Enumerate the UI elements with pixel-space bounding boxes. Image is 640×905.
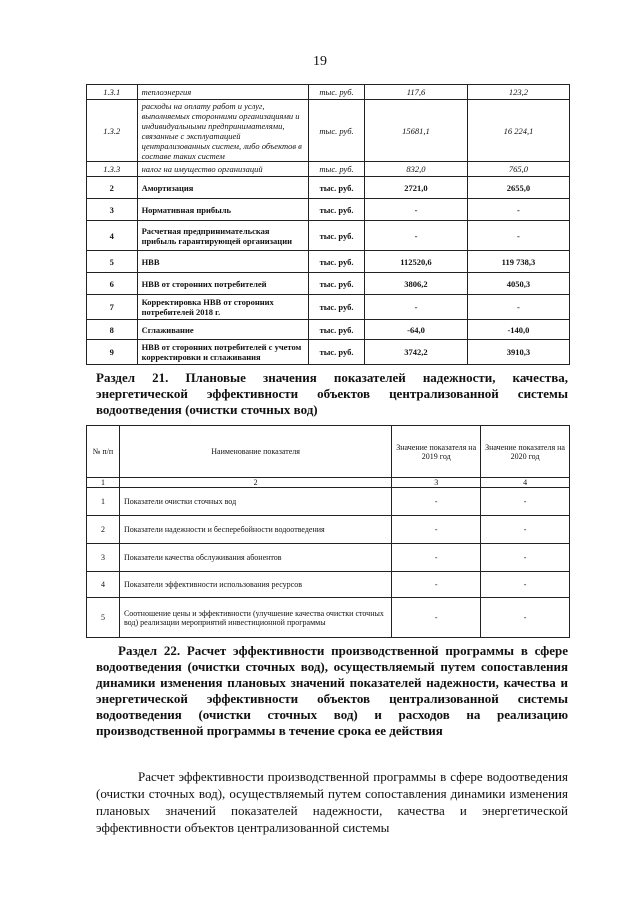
value-2020: - — [481, 598, 570, 638]
header-name: Наименование показателя — [119, 426, 391, 478]
row-unit: тыс. руб. — [309, 100, 365, 162]
row-number: 4 — [87, 221, 138, 251]
table-row — [87, 199, 570, 221]
row-name: теплоэнергия — [137, 85, 308, 100]
value-2019: -64,0 — [365, 320, 468, 340]
table-row — [87, 251, 570, 273]
table-header-row — [87, 426, 570, 478]
table-index-row — [87, 478, 570, 488]
row-name: Показатели надежности и бесперебойности водоотведения — [119, 516, 391, 544]
row-name: Показатели эффективности использования ресурсов — [119, 572, 391, 598]
table-row — [87, 273, 570, 295]
value-2019: - — [365, 295, 468, 320]
value-2020: - — [467, 221, 569, 251]
section-21-title: Раздел 21. Плановые значения показателей надежности, качества, энергетической эффективности объектов централизованной системы водоотведения (очистки сточных вод) — [96, 370, 568, 417]
row-name: Показатели качества обслуживания абонентов — [119, 544, 391, 572]
value-2020: - — [467, 295, 569, 320]
row-number: 3 — [87, 544, 120, 572]
value-2020: 3910,3 — [467, 340, 569, 365]
table-row — [87, 488, 570, 516]
value-2019: 117,6 — [365, 85, 468, 100]
value-2019: 832,0 — [365, 162, 468, 177]
header-num: № п/п — [87, 426, 120, 478]
row-name: расходы на оплату работ и услуг, выполняемых сторонними организациями и индивидуальными предпринимателями, связанные с эксплуатацией централизованных систем, либо объектов в составе таких систем — [137, 100, 308, 162]
value-2020: - — [481, 544, 570, 572]
row-number: 1.3.3 — [87, 162, 138, 177]
indicators-table — [86, 425, 570, 638]
row-number: 1.3.1 — [87, 85, 138, 100]
body-paragraph: Расчет эффективности производственной программы в сфере водоотведения (очистки сточных вод), осуществляемый путем сопоставления динамики изменения плановых значений показателей надежности, качества и энергетической эффективности объектов централизованной системы — [96, 769, 568, 835]
value-2019: - — [392, 544, 481, 572]
header-2019: Значение показателя на 2019 год — [392, 426, 481, 478]
value-2019: 112520,6 — [365, 251, 468, 273]
row-name: налог на имущество организаций — [137, 162, 308, 177]
section-22-title: Раздел 22. Расчет эффективности производственной программы в сфере водоотведения (очистки сточных вод), осуществляемый путем сопоставления динамики изменения плановых значений показателей надежности, качества и энергетической эффективности объектов централизованной системы водоотведения (очистки сточных вод) и расходов на реализацию производственной программы в течение срока ее действия — [96, 643, 568, 738]
row-name: НВВ от сторонних потребителей — [137, 273, 308, 295]
row-name: Нормативная прибыль — [137, 199, 308, 221]
page-number: 19 — [313, 54, 327, 69]
value-2019: - — [365, 221, 468, 251]
table-row — [87, 340, 570, 365]
row-number: 8 — [87, 320, 138, 340]
row-name: Показатели очистки сточных вод — [119, 488, 391, 516]
row-unit: тыс. руб. — [309, 273, 365, 295]
value-2019: 3742,2 — [365, 340, 468, 365]
row-number: 1 — [87, 488, 120, 516]
row-number: 2 — [87, 516, 120, 544]
index-cell: 2 — [119, 478, 391, 488]
value-2020: - — [481, 572, 570, 598]
value-2020: 123,2 — [467, 85, 569, 100]
row-number: 5 — [87, 251, 138, 273]
value-2020: 4050,3 — [467, 273, 569, 295]
table-row — [87, 572, 570, 598]
value-2020: 16 224,1 — [467, 100, 569, 162]
row-name: НВВ от сторонних потребителей с учетом корректировки и сглаживания — [137, 340, 308, 365]
value-2020: 765,0 — [467, 162, 569, 177]
row-name: Сглаживание — [137, 320, 308, 340]
value-2019: 15681,1 — [365, 100, 468, 162]
value-2020: - — [481, 516, 570, 544]
value-2020: - — [481, 488, 570, 516]
value-2019: - — [365, 199, 468, 221]
table-row — [87, 177, 570, 199]
row-number: 9 — [87, 340, 138, 365]
row-unit: тыс. руб. — [309, 320, 365, 340]
value-2019: - — [392, 572, 481, 598]
table-row — [87, 544, 570, 572]
value-2019: 2721,0 — [365, 177, 468, 199]
table-row — [87, 100, 570, 162]
row-unit: тыс. руб. — [309, 251, 365, 273]
value-2020: -140,0 — [467, 320, 569, 340]
row-number: 7 — [87, 295, 138, 320]
row-name: НВВ — [137, 251, 308, 273]
index-cell: 4 — [481, 478, 570, 488]
value-2020: 2655,0 — [467, 177, 569, 199]
row-number: 4 — [87, 572, 120, 598]
table-row — [87, 85, 570, 100]
row-name: Корректировка НВВ от сторонних потребителей 2018 г. — [137, 295, 308, 320]
value-2019: 3806,2 — [365, 273, 468, 295]
row-number: 2 — [87, 177, 138, 199]
table-row — [87, 320, 570, 340]
value-2019: - — [392, 488, 481, 516]
row-name: Расчетная предпринимательская прибыль гарантирующей организации — [137, 221, 308, 251]
index-cell: 1 — [87, 478, 120, 488]
row-unit: тыс. руб. — [309, 85, 365, 100]
row-name: Амортизация — [137, 177, 308, 199]
row-name: Соотношение цены и эффективности (улучшение качества очистки сточных вод) реализации мероприятий инвестиционной программы — [119, 598, 391, 638]
value-2019: - — [392, 516, 481, 544]
row-unit: тыс. руб. — [309, 177, 365, 199]
header-2020: Значение показателя на 2020 год — [481, 426, 570, 478]
table-row — [87, 598, 570, 638]
financial-table — [86, 84, 570, 365]
value-2020: - — [467, 199, 569, 221]
table-row — [87, 295, 570, 320]
row-unit: тыс. руб. — [309, 221, 365, 251]
row-number: 3 — [87, 199, 138, 221]
value-2019: - — [392, 598, 481, 638]
index-cell: 3 — [392, 478, 481, 488]
row-unit: тыс. руб. — [309, 340, 365, 365]
row-number: 1.3.2 — [87, 100, 138, 162]
row-number: 5 — [87, 598, 120, 638]
table-row — [87, 516, 570, 544]
table-row — [87, 162, 570, 177]
row-unit: тыс. руб. — [309, 162, 365, 177]
row-unit: тыс. руб. — [309, 295, 365, 320]
value-2020: 119 738,3 — [467, 251, 569, 273]
table-row — [87, 221, 570, 251]
row-unit: тыс. руб. — [309, 199, 365, 221]
row-number: 6 — [87, 273, 138, 295]
